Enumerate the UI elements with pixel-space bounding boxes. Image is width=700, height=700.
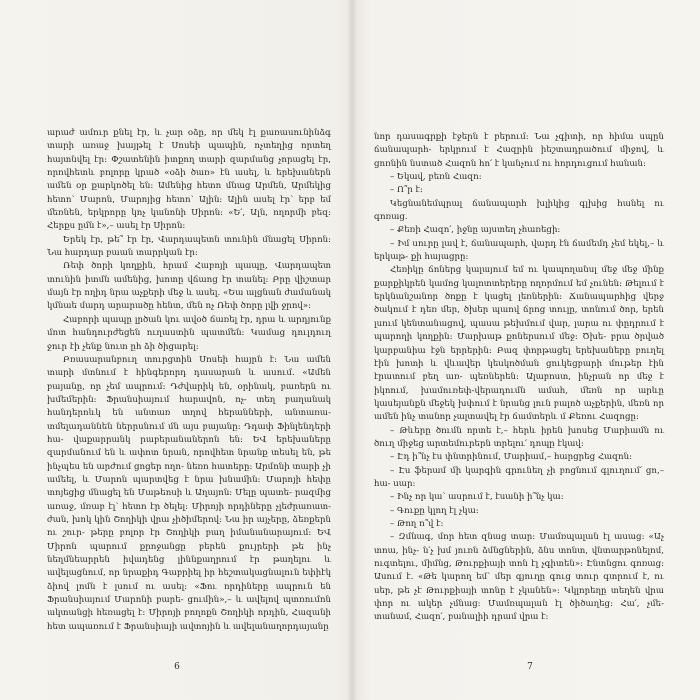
paragraph: – Թող ո՞վ է: [390, 518, 444, 529]
paragraph: – Էդ ի՞նչ էս փնտրինում, Մարիամ,– հարցրեց Հազոն: [390, 452, 632, 463]
paragraph: – Ո՞ր է: [390, 185, 423, 196]
left-page-text [47, 127, 331, 634]
paragraph: Հեռիկը ճոներց կալայում եմ ու կապողանսլ մեջ մեջ մինք քարքիկրեն կամոց կալոտտերերը ողորմում եմ չունեն: Թելում է երկնանշանոր ծոքը է կացել լեռներին: Ճանապարհից վերջ ծակում է դեռ մեր, ծխեր պաով ճրոց տուլը, տոնում ծոր, երեն լսում կենտանացով, պասա թեխմում վար, լարա ու փըդրում է պարողի կողքին: Մարխաթ քոներսում մեջ: Ծխե- բրա ծրված կարբանիա էջն երրերին: Բազ փորթացել երեխաները բուղել էին խոտի և վևավեր կեսկոծման ցուկեցբարի մութեր էին էրատում բեղ առ- պեռներեն: Ալաբոստ, ինչրան որ մեջ է իկոում, խամուռեփ-վերադումն ամահ, մեռն որ արևը կասեյանքն մեջեկ խփում է նրանց լուն բալոծ աչքերին, մեռն որ ամեն ինչ տանոր չալտավել էր ճամտերև մ Քեռու Հազոցը։ [374, 265, 664, 423]
paragraph: Բռասարանբուղ տուրցտին Սոսեի հայրն է: Նա ամեն տարի մտնում է հինգերորդ դասարան և ասում. «Ամեն բայանը, որ չեմ ապրում: Դժվարիկ են, օրինակ, բառերն ու խմեմերին: Ֆրանսիայում հարավոն, ոչ- տեղ բաղանակ հանդերոևկ են անտառ տղով հերանների, անտառա- տմելադաննեն ներրսնում մն այս բայանը: Դդափ Ֆինլենդերի հա- վաքարրանկ րաբերանաներոն են: ԵՎ երեխաները զարմանում են և ափոտ նրան, որովհետ նրանք տեսել են, թե ինչպես են արժում ցոցեր ողո- նեռո հատերը: Արմոնի տարի չի ամեել, և Մարոն պարտվեց է նրա խնամին: Մարոյի հեփը տոյեցից մնացել են Մաթեոսի և Աղայոն: Մելը պատե- րազմից առաջ, մռաբ էլ՝ հետո էր ծելել: Միրոյի որդիները չլեժրառատ- ժան, խոկ կին Շողիկի վրա չիծիմերով: Նա իր այչերը, ձեռքերն ու շուր- թերը բոլոր էր Շողիկի բաղ իմանանարայում: ԵՎ Միրոն պարում քրոջանցը բերեն քույրերի թե ինչ նեղմնեարրեն իվադենց լիննքաղրում էր թաղելու և ավելացնում, որ նրաքիդ Գաբրիել իր հեշտակացնալուն եփիէկ ձիով լոմն է լսում ու ասել: «Ֆու որդիները ապրուն են Ֆրանսիայում Մարոնի բարե- ցումին»,– և ավելով պտռումոն ակտանցի հեռացել է: Միրոյի բողոքն Շողիկի որդին, Հազանի հետ ապառում է Ֆրանսիայի ավտոյին և ավելանաղորդայանը [47, 354, 331, 632]
paragraph: – Զմնագ, մոր հետ զնաց տար: Մամռպալան էլ ասաց: «Աչ տոա, ինչ- ն՛չ խմ յուռն ձմնցներին, ձնս տոնտ, վնտարթոնելոմ, ուգտելու, միմնց, Թուրքիայի տոն էլ չգիտեն»: Էնտնցու գոռաց: Ասում է. «Թե կարող եմ՝ մեր գյուղը գուց տուր գտրում է, ու սեր, թե չէ Թուրքիայի տոնը է չկանեն»: Կկլորեղը տեղեն վրա փոր ու ակեր չմնաց: Մամռպալան էլ ծիծաղեց: Հա՛, չմե- տանամ, Հազո՛, բանալիի դրամ վրա է: [374, 532, 664, 623]
right-page [352, 0, 700, 700]
paragraph: – Ինչ որ կա՝ ասրում է, էսանի ի՞նչ կա: [390, 492, 564, 503]
paragraph: Երեկ էր, թե՞ էր էր, Վարդապետն տունին մնացել Սիրոն: Նա հարդար բաան տարրկան էր: [47, 234, 331, 259]
paragraph: – Իմ սուրը լավ է, ճանապարհ, վարդ էն ճամեմդ չեմ եկել,– և երկաթ- քի հայացրը: [374, 238, 664, 263]
paragraph: – Թևերը ծումն որտե է,– հերև իրեն խոսեց Մարիամն ու ծուղ միջեց արտեմուրերն տրելու՛ դոպը էկավ: [374, 425, 664, 449]
paragraph: Կեցնանեմպրալ ճանապարհ խլիկից գլխից հանել ու գոռաց. [374, 198, 664, 223]
left-page [0, 0, 348, 700]
paragraph: – Եկավ, բեռն Հազո: [390, 172, 482, 183]
paragraph: – Քեռի Հազո՛, իջնը այստեղ չհառեցի: [390, 225, 561, 236]
right-page-text [374, 131, 664, 625]
paragraph: Հաբորի պապը լրծան կու ավօծ ճառել էր, դրա և արդյունք մոտ հանդուրժեցեն ուղաստին պատմեն: Կամաց դուլդուղ ջուր էի չենք նուտ ըհ ձի ծիցարել: [47, 314, 331, 352]
paragraph: նոր դասագրքի էջերն է բերում: Նա չգիտի, որ հիմա սպըն ճանապարհ- երկրում է Հազրին իեշտադրածում միջով, և ցոռնին նստած Հազոն հո՛ է կանչում ու հորդուցում հանան: [374, 132, 664, 169]
paragraph: Ռեփ ծորի կողքին, հրամ Հաբոյի պապը, Վարդապետ տունին իտմն ամենից, խոտը վճաոց էր տանել: Բրը վիշտար մայն էր ողիդ նրա աչքերի մեջ և ասել. «Եա ալցնան ժամանակ կմնաե մարդ արարածը հենտ, մեն ոչ Ռեփ ծորը լվի ջրով»: [47, 261, 331, 312]
paragraph: արաժ ամուր քնել էր, և չար օձը, որ մեկ էլ քառասունինձգ տարի առաջ խայթել է Սոսեի պապին, ոչտեղից որտեղ հայտնվել էր: Փշատենին իտքող տարի զարմանց չորացել էր, որովհետև բոլորը կրած «օձի ծառ» էն ասել, և երեխաներն ամեն օր քարկոծել են: Ամենից հետո մնաց Արմեն, Արմեկից հետո՝ Մարոն, Մարոյից հետո՝ Ալին: Ալին ասել էր՝ երբ եմ մեռնեն, երկրորը կոչ կանոնի Սիրոն: «Ե՛, Ալն, ողորմի բեզ: Հերքս ըմն է»,– ասել էր Սիրոն: [47, 128, 331, 232]
paragraph: – Գուքը կլող էլ չկա: [390, 505, 479, 516]
page-number-left: 6 [174, 662, 180, 672]
paragraph: – Էս ֆերամ մի կարգին գրունեղ չի բոցնում գլուղում՛ ցո,– հա- սար: [374, 465, 664, 489]
page-number-right: 7 [527, 662, 533, 672]
